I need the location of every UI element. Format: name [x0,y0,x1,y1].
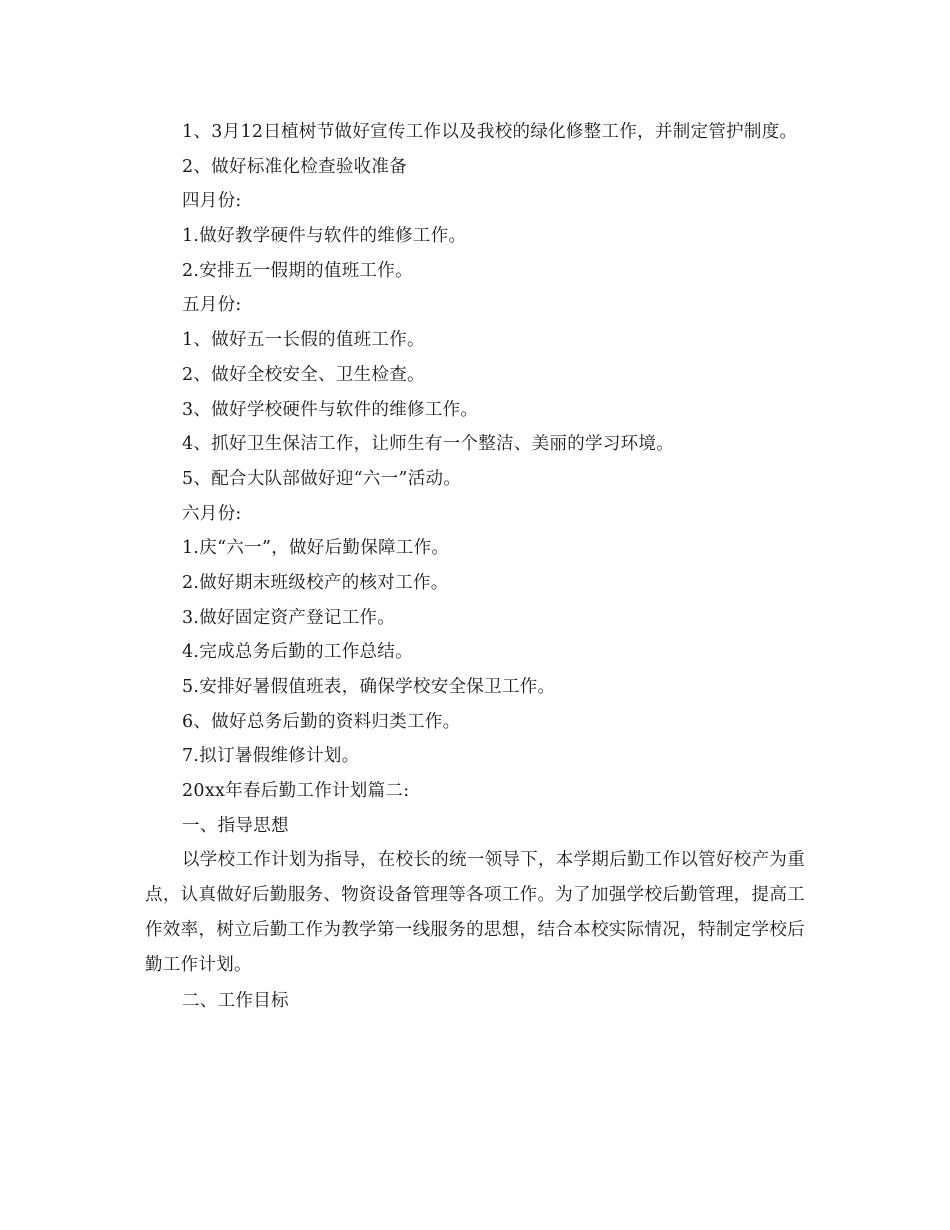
list-item: 2.做好期末班级校产的核对工作。 [182,572,449,593]
list-item: 1.庆“六一”，做好后勤保障工作。 [182,538,450,559]
list-item: 4.完成总务后勤的工作总结。 [182,642,413,663]
list-item: 1.做好教学硬件与软件的维修工作。 [182,226,467,247]
section-heading-may: 五月份: [182,295,242,316]
list-item: 6、做好总务后勤的资料归类工作。 [182,711,461,732]
article-title: 20xx年春后勤工作计划篇二: [182,781,410,802]
document-body [145,115,805,1019]
list-item: 7.拟订暑假维修计划。 [182,746,360,767]
paragraph-guiding-thought: 以学校工作计划为指导，在校长的统一领导下，本学期后勤工作以管好校产为重点，认真做好后勤服务、物资设备管理等各项工作。为了加强学校后勤管理，提高工作效率，树立后勤工作为教学第一线服务的思想，结合本校实际情况，特制定学校后勤工作计划。 [145,850,805,975]
section-heading-guiding-thought: 一、指导思想 [182,815,289,836]
list-item: 2.安排五一假期的值班工作。 [182,260,413,281]
section-heading-april: 四月份: [182,191,242,212]
list-item: 4、抓好卫生保洁工作，让师生有一个整洁、美丽的学习环境。 [182,434,675,455]
paragraph-arbor-day: 1、3月12日植树节做好宣传工作以及我校的绿化修整工作，并制定管护制度。 [182,122,798,142]
section-heading-june: 六月份: [182,503,242,524]
list-item: 5、配合大队部做好迎“六一”活动。 [182,468,462,489]
section-heading-work-goals: 二、工作目标 [182,991,289,1012]
list-item: 2、做好标准化检查验收准备 [182,156,408,177]
list-item: 3.做好固定资产登记工作。 [182,607,396,628]
list-item: 1、做好五一长假的值班工作。 [182,330,425,351]
list-item: 5.安排好暑假值班表，确保学校安全保卫工作。 [182,677,556,698]
list-item: 2、做好全校安全、卫生检查。 [182,364,425,385]
list-item: 3、做好学校硬件与软件的维修工作。 [182,399,479,420]
